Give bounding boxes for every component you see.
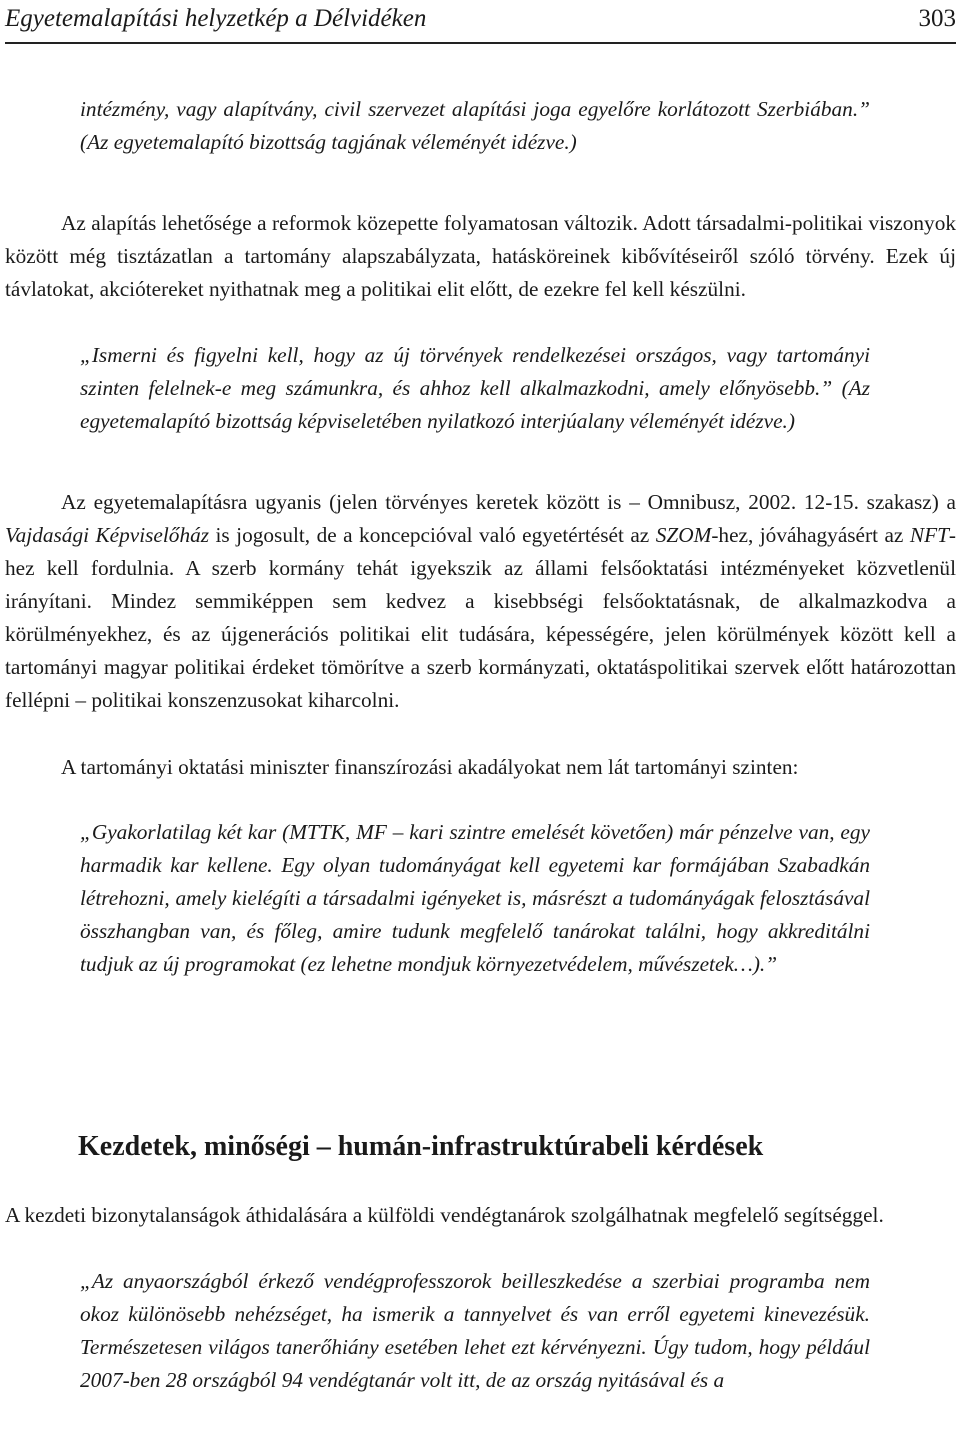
- section-heading: Kezdetek, minőségi – humán-infrastruktúrabeli kérdések: [78, 1131, 764, 1162]
- running-header: [5, 2, 956, 44]
- szom-term: SZOM: [655, 523, 712, 547]
- quote-block-4: „Az anyaországból érkező vendégprofesszorok beilleszkedése a szerbiai programba nem okoz különösebb nehézséget, ha ismerik a tannyelvet és van erről egyetemi kinevezésük. Természetesen világos tanerőhiány esetében lehet ezt kérvényezni. Úgy tudom, hogy például 2007-ben 28 országból 94 vendégtanár volt itt, de az ország nyitásával és a: [80, 1269, 870, 1392]
- body-paragraph-1: Az alapítás lehetősége a reformok közepette folyamatosan változik. Adott társadalmi-politikai viszonyok között még tisztázatlan a tartomány alapszabályzata, hatásköreinek kibővítéseiről szóló törvény. Ezek új távlatokat, akciótereket nyithatnak meg a politikai elit előtt, de ezekre fel kell készülni.: [5, 211, 956, 301]
- quote-block-1: intézmény, vagy alapítvány, civil szervezet alapítási joga egyelőre korlátozott Szerbiában.” (Az egyetemalapító bizottság tagjának véleményét idézve.): [80, 97, 870, 154]
- para2-text-4: -hez kell fordulnia. A szerb kormány tehát igyekszik az állami felsőoktatási intézményeket közvetlenül irányítani. Mindez semmiképpen sem kedvez a kisebbségi felsőoktatásnak, de alkalmazkodva a körülményekhez, és az újgenerációs politikai elit tudására, képességére, jelen körülmények között kell a tartományi magyar politikai érdeket tömörítve a szerb kormányzati, oktatáspolitikai szervek előtt határozottan fellépni – politikai konszenzusokat kiharcolni.: [5, 523, 957, 712]
- nft-term: NFT: [909, 523, 949, 547]
- para2-text-1: Az egyetemalapításra ugyanis (jelen törvényes keretek között is – Omnibusz, 2002. 12-15. szakasz) a: [61, 490, 956, 514]
- body-paragraph-2: [5, 486, 956, 717]
- quote-block-2: „Ismerni és figyelni kell, hogy az új törvények rendelkezései országos, vagy tartományi szinten felelnek-e meg számunkra, és ahhoz kell alkalmazkodni, amely előnyösebb.” (Az egyetemalapító bizottság képviseletében nyilatkozó interjúalany véleményét idézve.): [80, 343, 870, 433]
- para2-text-2: is jogosult, de a koncepcióval való egyetértését az: [209, 523, 656, 547]
- page-number: 303: [918, 5, 956, 32]
- running-title: Egyetemalapítási helyzetkép a Délvidéken: [5, 5, 427, 32]
- body-paragraph-3: A tartományi oktatási miniszter finanszírozási akadályokat nem lát tartományi szinten:: [61, 755, 799, 779]
- para2-text-3: -hez, jóváhagyásért az: [711, 523, 910, 547]
- vajdasagi-kepviselohaz-term: Vajdasági Képviselőház: [5, 523, 210, 547]
- quote-block-3: „Gyakorlatilag két kar (MTTK, MF – kari szintre emelését követően) már pénzelve van, egy harmadik kar kellene. Egy olyan tudományágat kell egyetemi kar formájában Szabadkán létrehozni, amely kielégíti a társadalmi igényeket is, másrészt a tudományágak felosztásával összhangban van, és főleg, amire tudunk megfelelő tanárokat találni, hogy akkreditálni tudjuk az új programokat (ez lehetne mondjuk környezetvédelem, művészetek…).”: [80, 820, 870, 976]
- body-paragraph-4: A kezdeti bizonytalanságok áthidalására a külföldi vendégtanárok szolgálhatnak megfelelő segítséggel.: [5, 1203, 884, 1227]
